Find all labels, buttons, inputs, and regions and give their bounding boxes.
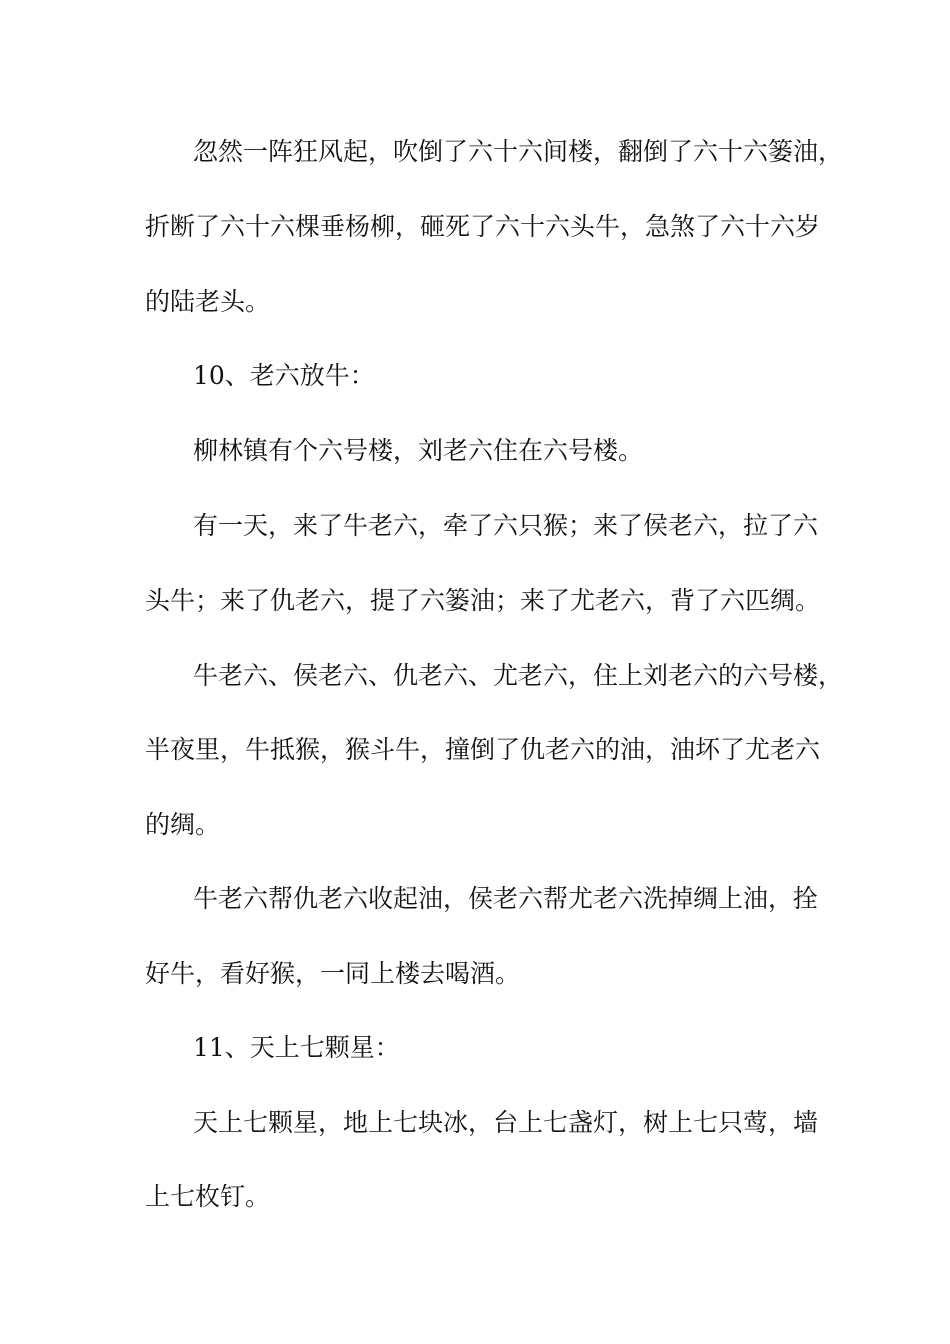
paragraph-line: 天上七颗星，地上七块冰，台上七盏灯，树上七只莺，墙 [193, 1108, 819, 1137]
paragraph-line: 柳林镇有个六号楼，刘老六住在六号楼。 [193, 436, 644, 465]
paragraph-line: 牛老六帮仇老六收起油，侯老六帮尤老六洗掉绸上油，拴 [193, 884, 819, 913]
section-heading: 11、天上七颗星： [193, 1033, 400, 1062]
paragraph-line: 上七枚钉。 [145, 1182, 271, 1211]
paragraph-line: 半夜里，牛抵猴，猴斗牛，撞倒了仇老六的油，油坏了尤老六 [145, 735, 821, 764]
paragraph-line: 头牛；来了仇老六，提了六篓油；来了尤老六，背了六匹绸。 [145, 586, 821, 615]
paragraph-line: 好牛，看好猴，一同上楼去喝酒。 [145, 959, 521, 988]
paragraph-line: 的陆老头。 [145, 287, 271, 316]
section-heading: 10、老六放牛： [193, 361, 375, 390]
paragraph-line: 有一天，来了牛老六，牵了六只猴；来了侯老六，拉了六 [193, 511, 819, 540]
paragraph-line: 折断了六十六棵垂杨柳，砸死了六十六头牛，急煞了六十六岁 [145, 212, 821, 241]
paragraph-line: 的绸。 [145, 810, 221, 839]
paragraph-line: 牛老六、侯老六、仇老六、尤老六，住上刘老六的六号楼， [193, 661, 844, 690]
paragraph-line: 忽然一阵狂风起，吹倒了六十六间楼，翻倒了六十六篓油， [193, 137, 844, 166]
